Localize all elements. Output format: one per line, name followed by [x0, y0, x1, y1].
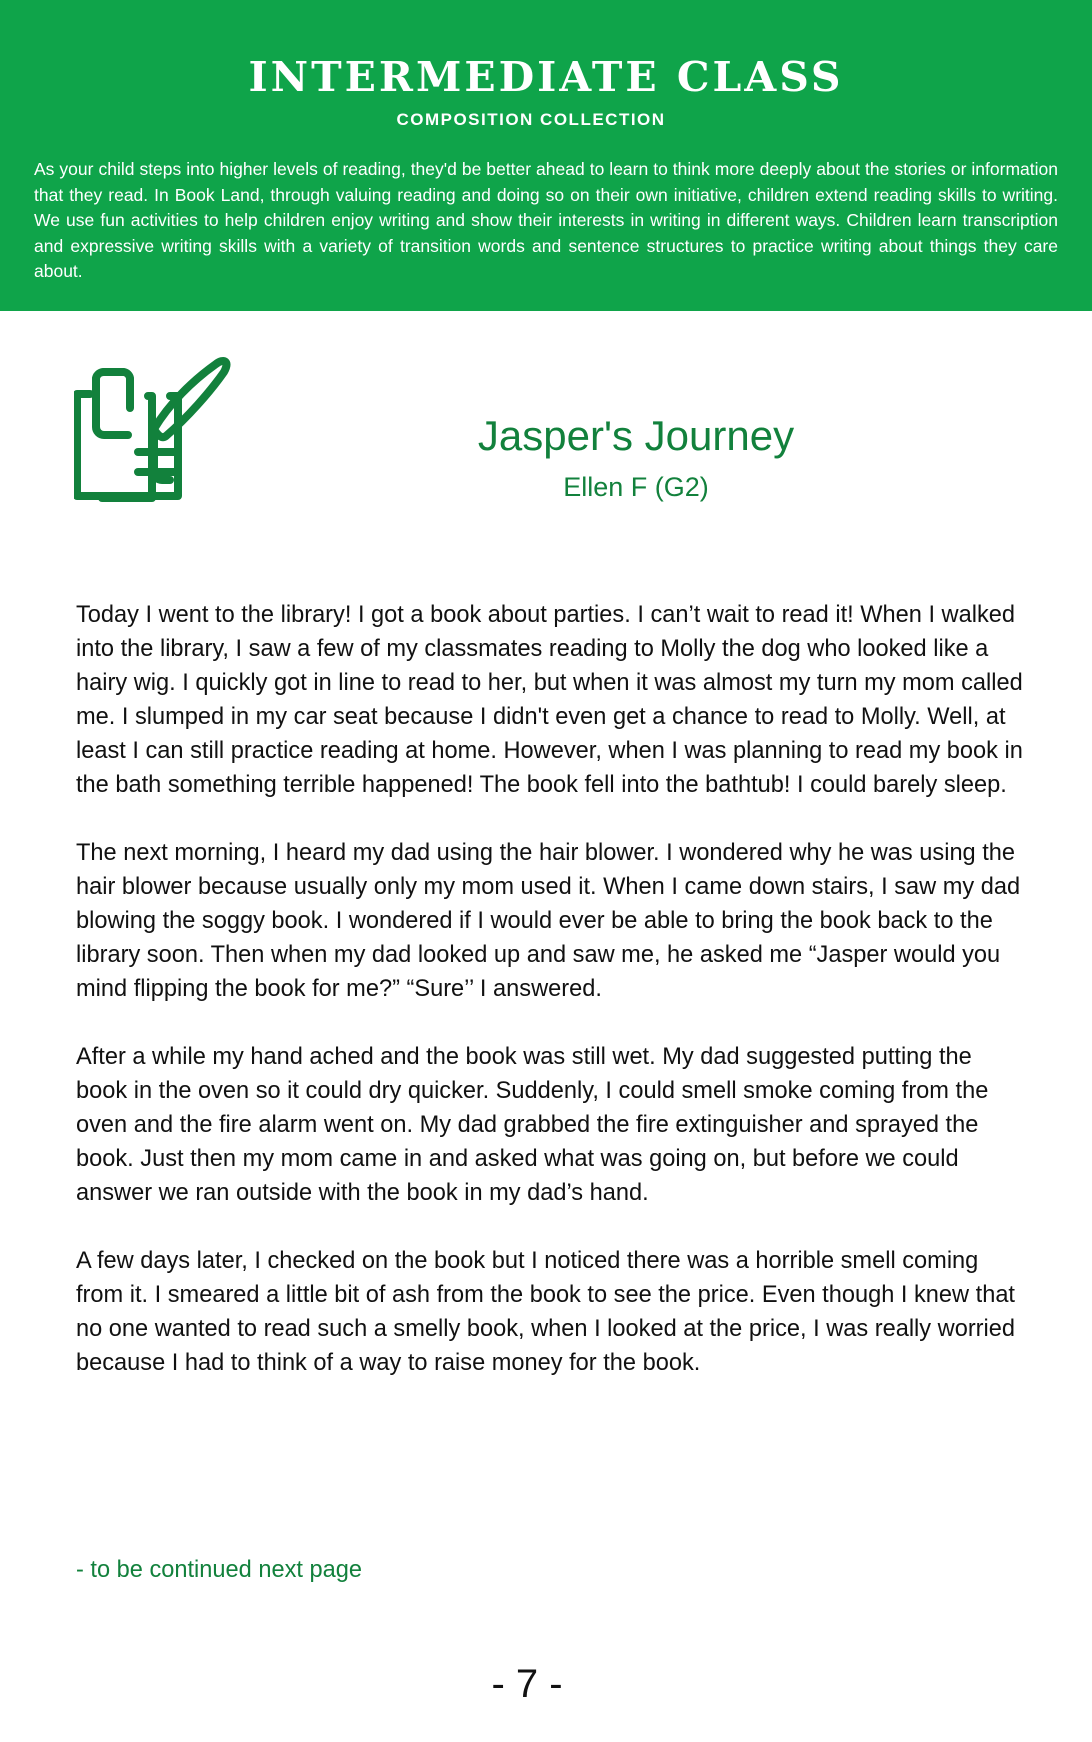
- header-banner: [0, 0, 1092, 311]
- story-author: Ellen F (G2): [563, 472, 709, 502]
- book-quill-icon: [74, 356, 244, 506]
- story-paragraph: The next morning, I heard my dad using the hair blower. I wondered why he was using the hair blower because usually only my mom used it. When I came down stairs, I saw my dad blowing the soggy book. I wondered if I would ever be able to bring the book back to the library soon. Then when my dad looked up and saw me, he asked me “Jasper would you mind flipping the book for me?” “Sure’’ I answered.: [76, 840, 1021, 1002]
- class-title: INTERMEDIATE CLASS: [248, 53, 844, 101]
- intro-paragraph: As your child steps into higher levels of reading, they'd be better ahead to learn to think more deeply about the stories or information that they read. In Book Land, through valuing reading and doing so on their own initiative, children extend reading skills to writing. We use fun activities to help children enjoy writing and show their interests in writing in different ways. Children learn transcription and expressive writing skills with a variety of transition words and sentence structures to practice writing about things they care about.: [34, 159, 1058, 282]
- story-paragraph: Today I went to the library! I got a book about parties. I can’t wait to read it! When I walked into the library, I saw a few of my classmates reading to Molly the dog who looked like a hairy wig. I quickly got in line to read to her, but when it was almost my turn my mom called me. I slumped in my car seat because I didn't even get a chance to read to Molly. Well, at least I can still practice reading at home. However, when I was planning to read my book in the bath something terrible happened! The book fell into the bathtub! I could barely sleep.: [76, 602, 1023, 798]
- page-number: - 7 -: [491, 1662, 563, 1706]
- continued-note: - to be continued next page: [76, 1557, 362, 1583]
- story-paragraph: After a while my hand ached and the book was still wet. My dad suggested putting the book in the oven so it could dry quicker. Suddenly, I could smell smoke coming from the oven and the fire alarm went on. My dad grabbed the fire extinguisher and sprayed the book. Just then my mom came in and asked what was going on, but before we could answer we ran outside with the book in my dad’s hand.: [76, 1044, 989, 1206]
- story-title: Jasper's Journey: [477, 412, 795, 459]
- collection-subtitle: COMPOSITION COLLECTION: [396, 110, 666, 129]
- story-body: [76, 598, 1028, 1414]
- story-paragraph: A few days later, I checked on the book but I noticed there was a horrible smell coming from it. I smeared a little bit of ash from the book to see the price. Even though I knew that no one wanted to read such a smelly book, when I looked at the price, I was really worried because I had to think of a way to raise money for the book.: [76, 1248, 1016, 1376]
